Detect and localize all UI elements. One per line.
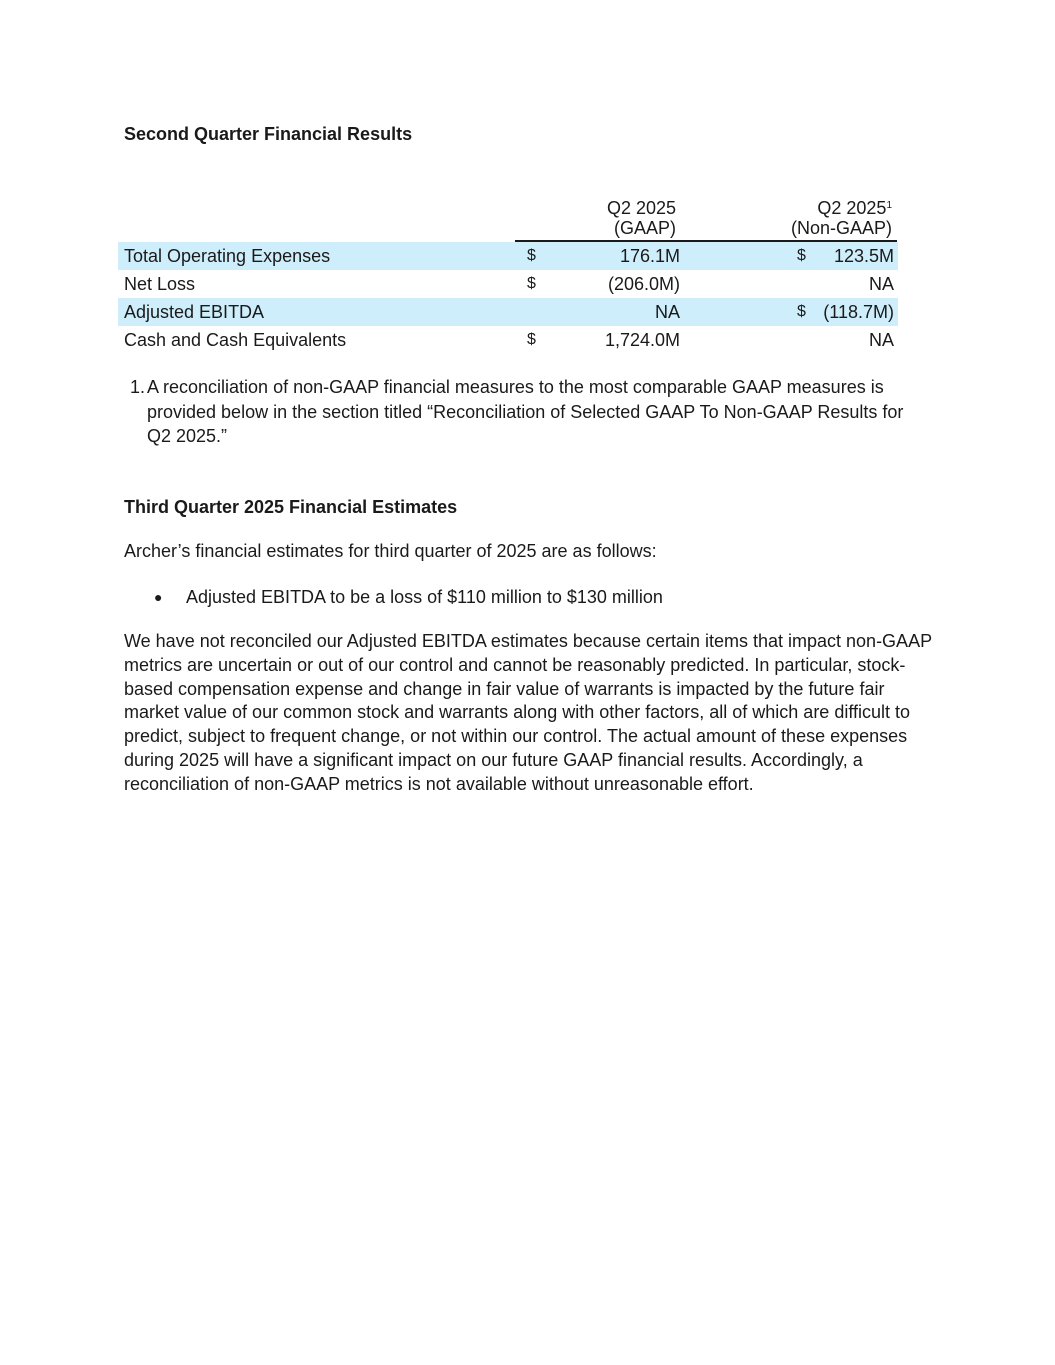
column-header-nongaap-basis: (Non-GAAP) (790, 218, 892, 238)
table-row (118, 326, 898, 354)
table-row (118, 298, 898, 326)
table-row (118, 242, 898, 270)
column-header-gaap (516, 198, 676, 238)
footnote-number: 1. (130, 377, 146, 397)
gaap-currency: $ (527, 331, 536, 348)
nongaap-value: (118.7M) (823, 302, 894, 322)
gaap-value: 1,724.0M (604, 330, 680, 350)
reconciliation-explanation: We have not reconciled our Adjusted EBITDA estimates because certain items that impact non-GAAP metrics are uncertain or out of our control and cannot be reasonably predicted. In particular, stock-based compensation expense and change in fair value of warrants is impacted by the future fair market value of our common stock and warrants along with other factors, all of which are difficult to predict, subject to frequent change, or not within our control. The actual amount of these expenses during 2025 will have a significant impact on our future GAAP financial results. Accordingly, a reconciliation of non-GAAP metrics is not available without unreasonable effort. (124, 631, 932, 794)
bullet-text: Adjusted EBITDA to be a loss of $110 million to $130 million (186, 587, 663, 607)
gaap-currency: $ (527, 247, 536, 264)
column-header-gaap-period: Q2 2025 (606, 198, 676, 218)
section-heading-q2-results: Second Quarter Financial Results (124, 124, 413, 144)
footnote-text: A reconciliation of non-GAAP financial measures to the most comparable GAAP measures is provided below in the section titled “Reconciliation of Selected GAAP To Non-GAAP Results for Q2 2025.” (147, 377, 904, 446)
column-header-nongaap-period: Q2 2025 (817, 198, 887, 218)
gaap-value: (206.0M) (607, 274, 680, 294)
footnote-list (124, 375, 924, 449)
section-heading-q3-estimates: Third Quarter 2025 Financial Estimates (124, 497, 458, 517)
nongaap-value: 123.5M (833, 246, 894, 266)
estimates-intro: Archer’s financial estimates for third quarter of 2025 are as follows: (124, 541, 657, 561)
row-label: Total Operating Expenses (124, 246, 331, 266)
gaap-value: NA (654, 302, 680, 322)
financial-results-table (118, 196, 898, 354)
column-header-gaap-basis: (GAAP) (613, 218, 676, 238)
gaap-value: 176.1M (619, 246, 680, 266)
table-row (118, 270, 898, 298)
nongaap-currency: $ (797, 303, 806, 320)
footnote-reference: 1 (886, 200, 892, 211)
column-header-nongaap (718, 198, 892, 238)
table-header (118, 196, 898, 242)
column-header-nongaap-period-line (718, 198, 892, 218)
bullet-icon: ● (154, 589, 163, 605)
nongaap-currency: $ (797, 247, 806, 264)
nongaap-value: NA (868, 274, 894, 294)
row-label: Adjusted EBITDA (124, 302, 265, 322)
row-label: Net Loss (124, 274, 196, 294)
row-label: Cash and Cash Equivalents (124, 330, 347, 350)
gaap-currency: $ (527, 275, 536, 292)
nongaap-value: NA (868, 330, 894, 350)
